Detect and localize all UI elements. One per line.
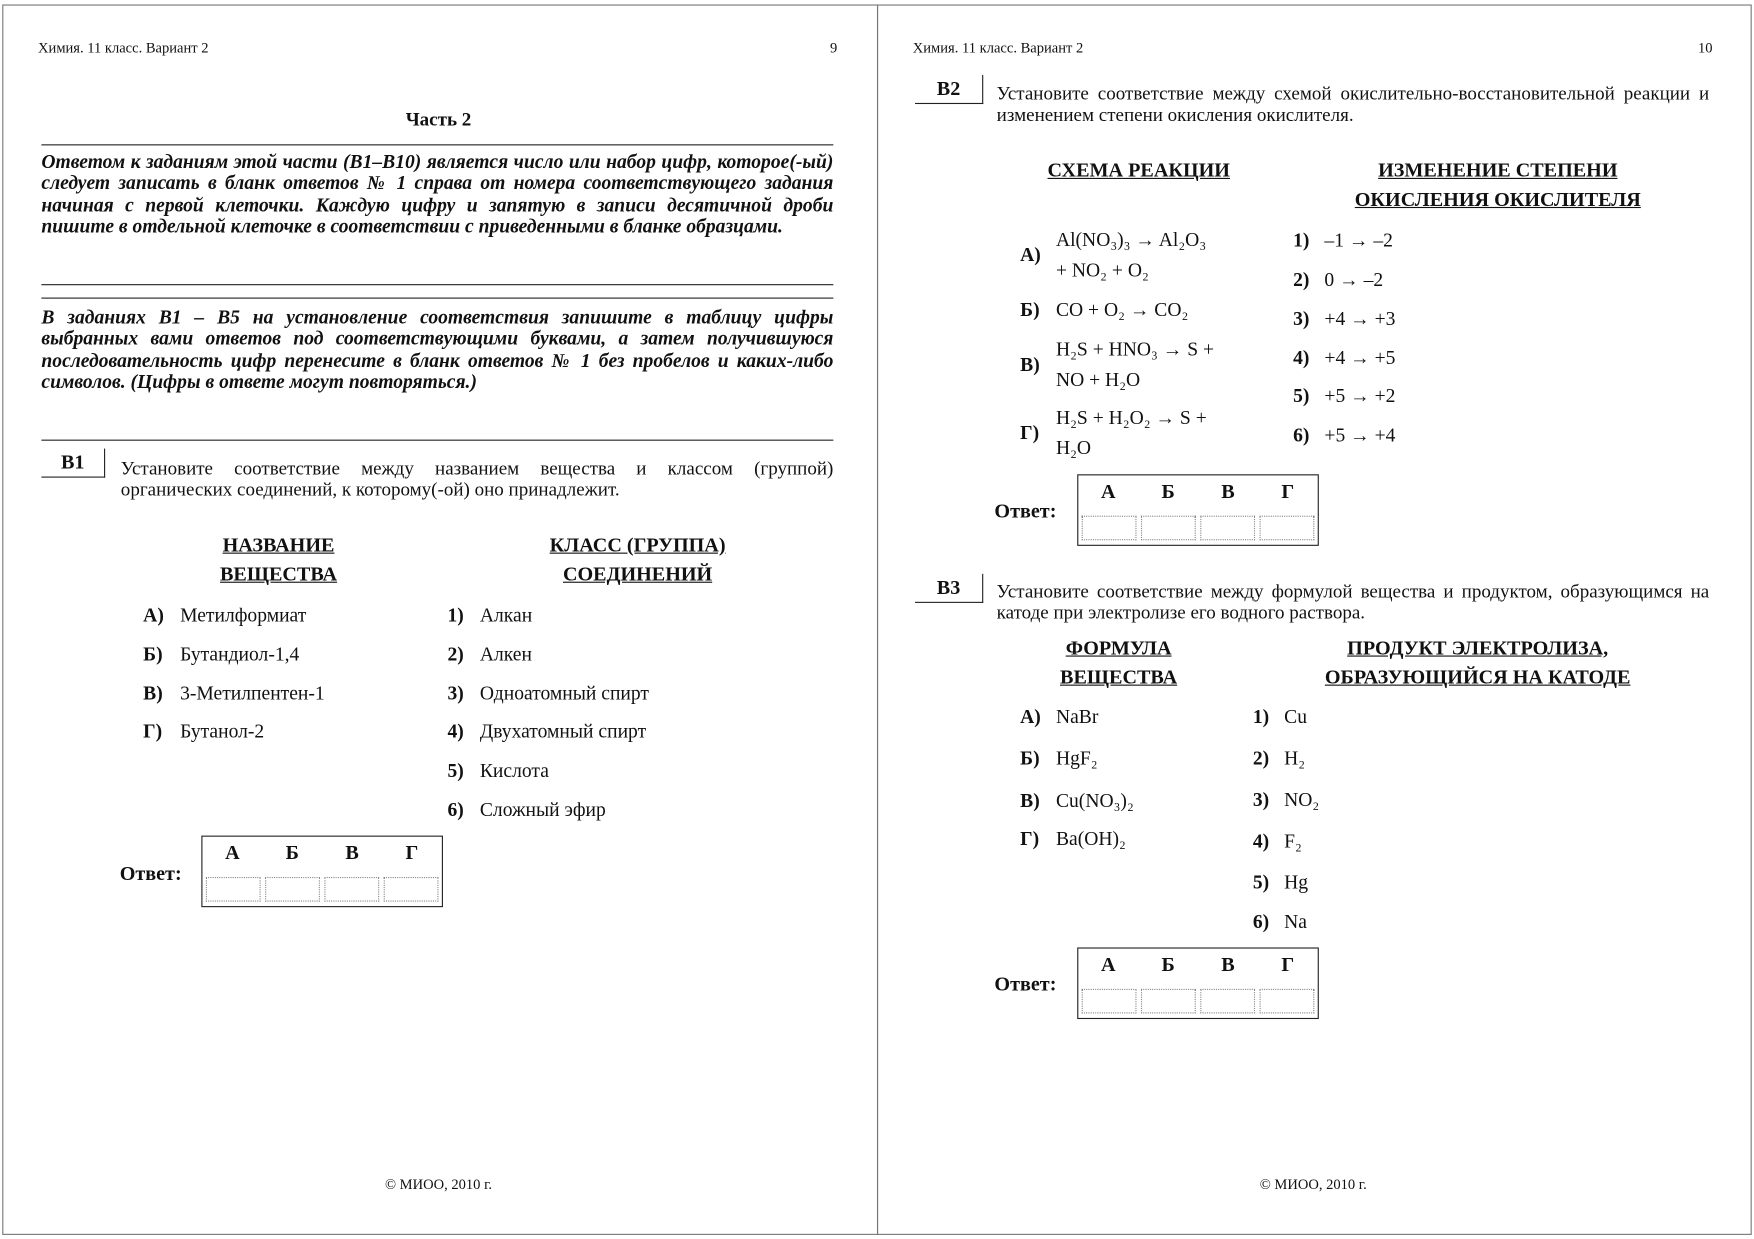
- answer-table-b3: [1077, 947, 1319, 1019]
- option-text: +5 → +4: [1324, 423, 1396, 446]
- option-key: [447, 759, 463, 782]
- option-key-label: 4): [447, 719, 464, 743]
- option-key-label: 2): [447, 642, 464, 666]
- heading-line: ИЗМЕНЕНИЕ СТЕПЕНИ: [1378, 158, 1618, 182]
- option-key-label: 2): [1252, 746, 1270, 770]
- option-text: Кислота: [479, 758, 549, 782]
- page-number: 9: [830, 39, 838, 56]
- option-key: [1293, 346, 1309, 369]
- option-text: Na: [1284, 909, 1307, 933]
- part-title: Часть 2: [405, 108, 472, 130]
- column-heading-left: [220, 530, 337, 588]
- option-key: [1293, 229, 1309, 252]
- task-tag-b2: В2: [915, 75, 983, 104]
- option-key: [1020, 298, 1039, 321]
- heading-line: ПРОДУКТ ЭЛЕКТРОЛИЗА,: [1347, 636, 1609, 659]
- answer-column-letter: Г: [405, 841, 419, 864]
- scheme-line: Al(NO₃)₃ → Al₂O₃: [1055, 228, 1207, 251]
- option-key-label: 4): [1252, 829, 1270, 852]
- option-key: [1020, 827, 1039, 850]
- option-text: Бутандиол-1,4: [180, 642, 300, 666]
- page-footer: © МИОО, 2010 г.: [1259, 1175, 1367, 1193]
- option-text: Метилформиат: [180, 603, 307, 626]
- task-text-b3: Установите соответствие между формулой вещества и продуктом, образующимся на катоде при электролизе его водного раствора.: [996, 580, 1710, 624]
- option-key: [143, 682, 163, 705]
- option-key-label: 6): [1252, 909, 1270, 933]
- answer-cell[interactable]: [384, 877, 439, 902]
- option-key-label: 5): [1293, 384, 1310, 407]
- option-key-label: 6): [447, 798, 464, 821]
- option-text: Ba(OH)₂: [1055, 827, 1126, 850]
- option-key-label: 3): [1293, 307, 1310, 330]
- answer-column-letter: Б: [285, 841, 299, 864]
- task-text-b1: Установите соответствие между названием вещества и классом (группой) органических соединений, к которому(-ой) оно принадлежит.: [120, 457, 834, 501]
- option-text: NaBr: [1055, 705, 1099, 728]
- option-key-label: А): [1020, 243, 1041, 266]
- option-key: [1293, 423, 1309, 446]
- option-key: [1020, 243, 1041, 266]
- option-text: Сложный эфир: [479, 798, 606, 821]
- option-key: [1253, 910, 1269, 933]
- option-key: [1020, 421, 1039, 444]
- task-tag-b1: В1: [41, 449, 105, 478]
- answer-column-letter: В: [1221, 953, 1235, 976]
- option-key-label: 3): [447, 681, 464, 705]
- answer-column-letter: Г: [1281, 479, 1295, 503]
- option-key-label: 1): [1252, 705, 1270, 728]
- option-key-label: Г): [143, 719, 163, 743]
- heading-line: НАЗВАНИЕ: [222, 533, 335, 556]
- option-key-label: 5): [1252, 870, 1270, 894]
- column-heading-right: [550, 530, 726, 588]
- reaction-scheme: [1056, 225, 1206, 285]
- column-heading-right: [1325, 633, 1631, 691]
- heading-line: ВЕЩЕСТВА: [1060, 665, 1178, 688]
- option-key: [1253, 829, 1269, 852]
- answer-cell[interactable]: [1200, 516, 1255, 541]
- reaction-scheme: [1056, 334, 1214, 394]
- task-tag-b3: В3: [915, 574, 983, 603]
- option-key-label: А): [1020, 705, 1041, 728]
- option-key-label: 3): [1252, 788, 1270, 811]
- heading-line: ВЕЩЕСТВА: [219, 562, 338, 586]
- option-text: +4 → +3: [1324, 307, 1396, 330]
- instruction-matching: В заданиях В1 – В5 на установление соответствия запишите в таблицу цифры выбранных вами ответов под соответствующими буквами, а затем получившуюся последовательность цифр перенесите в бланк ответов № 1 без пробелов и каких-либо символов. (Цифры в ответе могут повторяться.): [41, 305, 834, 393]
- option-key: [1253, 788, 1269, 811]
- answer-cell[interactable]: [1082, 989, 1137, 1014]
- answer-cell[interactable]: [1200, 989, 1255, 1014]
- option-key: [1253, 705, 1269, 728]
- answer-column-letter: А: [1100, 953, 1116, 976]
- column-heading-left: [1060, 633, 1177, 691]
- option-key-label: Г): [1020, 827, 1040, 850]
- option-key: [1293, 268, 1309, 291]
- scheme-line: + NO₂ + O₂: [1055, 258, 1149, 281]
- option-key-label: А): [143, 603, 164, 626]
- option-text: +5 → +2: [1324, 384, 1396, 407]
- option-key-label: В): [1020, 789, 1040, 812]
- divider: [41, 440, 833, 441]
- option-text: NO₂: [1284, 788, 1320, 811]
- answer-table-b1: [201, 836, 443, 908]
- page-header: Химия. 11 класс. Вариант 2: [912, 39, 1084, 56]
- option-key: [1020, 789, 1040, 812]
- answer-cell[interactable]: [206, 877, 261, 902]
- answer-label: Ответ:: [994, 499, 1057, 522]
- option-text: Cu: [1284, 705, 1308, 728]
- reaction-scheme: [1056, 295, 1188, 325]
- answer-column-letter: В: [345, 841, 359, 864]
- option-key-label: Б): [1020, 298, 1040, 321]
- option-key-label: Б): [1020, 746, 1040, 770]
- heading-line: КЛАСС (ГРУППА): [549, 533, 726, 556]
- divider: [41, 298, 833, 299]
- answer-cell[interactable]: [1141, 989, 1196, 1014]
- divider: [41, 144, 833, 145]
- option-key-label: Б): [143, 642, 163, 666]
- option-key-label: 4): [1293, 346, 1310, 369]
- option-key-label: Г): [1020, 421, 1040, 444]
- option-key: [143, 643, 162, 666]
- option-text: 3-Метилпентен-1: [180, 681, 325, 705]
- answer-cell[interactable]: [265, 877, 320, 902]
- option-text: H₂: [1284, 746, 1306, 770]
- option-key-label: 1): [447, 603, 464, 626]
- option-key: [1020, 747, 1039, 770]
- option-key: [143, 603, 164, 626]
- option-text: HgF₂: [1055, 746, 1098, 770]
- option-text: Бутанол-2: [180, 719, 265, 743]
- option-key: [1253, 871, 1269, 894]
- page-footer: © МИОО, 2010 г.: [384, 1175, 493, 1193]
- option-key: [447, 720, 463, 743]
- answer-column-letter: Б: [1161, 953, 1175, 976]
- option-key: [1020, 705, 1041, 728]
- page-header: Химия. 11 класс. Вариант 2: [38, 39, 209, 56]
- option-key: [1293, 384, 1309, 407]
- answer-label: Ответ:: [994, 972, 1057, 995]
- option-key: [143, 720, 162, 743]
- answer-cell[interactable]: [1260, 989, 1315, 1014]
- answer-column-letter: В: [1221, 479, 1235, 503]
- option-text: +4 → +5: [1324, 346, 1396, 369]
- heading-line: СХЕМА РЕАКЦИИ: [1047, 158, 1230, 182]
- heading-line: СОЕДИНЕНИЙ: [562, 562, 713, 586]
- option-key-label: 5): [447, 758, 464, 782]
- heading-line: ФОРМУЛА: [1065, 636, 1172, 659]
- scheme-line: H₂S + H₂O₂ → S +: [1055, 406, 1207, 429]
- option-text: Алкан: [479, 603, 533, 626]
- option-key-label: В): [1020, 352, 1040, 376]
- task-text-b2: Установите соответствие между схемой окислительно-восстановительной реакции и изменением степени окисления окислителя.: [996, 82, 1710, 126]
- option-text: 0 → –2: [1324, 267, 1384, 291]
- heading-line: ОКИСЛЕНИЯ ОКИСЛИТЕЛЯ: [1354, 187, 1641, 211]
- heading-line: ОБРАЗУЮЩИЙСЯ НА КАТОДЕ: [1324, 665, 1631, 688]
- option-text: Cu(NO₃)₂: [1055, 789, 1134, 812]
- answer-column-letter: Б: [1161, 479, 1175, 503]
- option-text: Одноатомный спирт: [479, 681, 649, 705]
- scheme-line: NO + H₂O: [1055, 368, 1141, 391]
- scheme-line: CO + O₂ → CO₂: [1055, 298, 1189, 321]
- option-text: Hg: [1284, 870, 1309, 894]
- option-text: F₂: [1284, 829, 1302, 852]
- option-key: [1253, 747, 1269, 770]
- answer-cell[interactable]: [324, 877, 379, 902]
- option-key-label: 2): [1293, 267, 1310, 291]
- option-key: [447, 798, 463, 821]
- option-key: [447, 643, 463, 666]
- option-text: Двухатомный спирт: [479, 719, 647, 743]
- answer-cell[interactable]: [1082, 516, 1137, 541]
- scheme-line: H₂O: [1055, 436, 1092, 459]
- reaction-scheme: [1056, 403, 1207, 463]
- answer-cell[interactable]: [1260, 516, 1315, 541]
- column-heading-left: [1048, 155, 1230, 184]
- answer-cell[interactable]: [1141, 516, 1196, 541]
- option-text: –1 → –2: [1324, 228, 1393, 252]
- answer-column-letter: А: [225, 841, 240, 864]
- page-number: 10: [1698, 39, 1713, 56]
- instruction-answer-format: Ответом к заданиям этой части (В1–В10) является число или набор цифр, которое(-ый) следует записать в бланк ответов № 1 справа от номера соответствующего задания начиная с первой клеточки. Каждую цифру и запятую в записи десятичной дроби пишите в отдельной клеточке в соответствии с приведенными в бланке образцами.: [41, 149, 834, 238]
- option-key-label: 1): [1293, 228, 1310, 252]
- option-key: [1293, 307, 1309, 330]
- option-key: [447, 682, 463, 705]
- option-text: Алкен: [479, 642, 532, 666]
- answer-label: Ответ:: [119, 861, 182, 885]
- answer-column-letter: А: [1100, 479, 1116, 503]
- answer-column-letter: Г: [1281, 953, 1295, 976]
- divider: [41, 284, 833, 285]
- option-key-label: 6): [1293, 423, 1310, 446]
- option-key: [1020, 353, 1040, 376]
- option-key-label: В): [143, 681, 163, 705]
- answer-table-b2: [1077, 474, 1319, 546]
- column-heading-right: [1355, 155, 1641, 213]
- option-key: [447, 603, 463, 626]
- scheme-line: H₂S + HNO₃ → S +: [1055, 337, 1215, 361]
